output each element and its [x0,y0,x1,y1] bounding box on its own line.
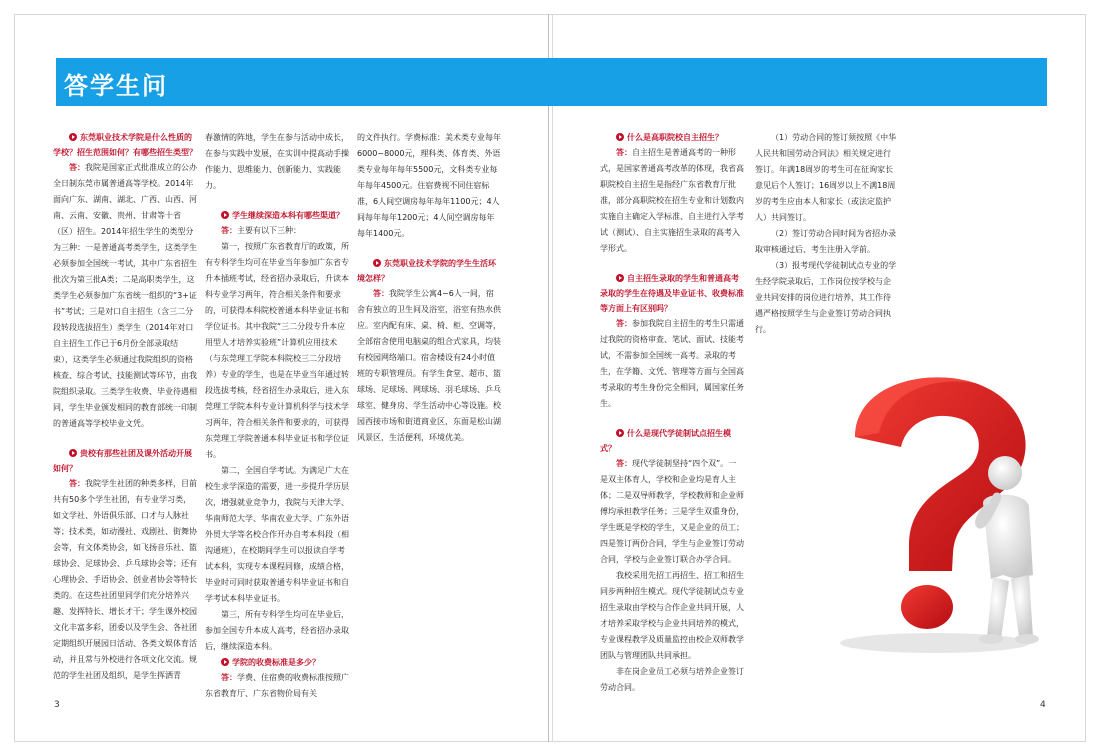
column-3 [357,130,501,446]
body-paragraph: 第一，按照广东省教育厅的政策，所有专科学生均可在毕业当年参加广东省专升本插班考试，经省招办录取后，升读本科专业学习两年，符合相关条件和要求的，可获得本科院校普通本科毕业证书和学位证书。其中我院“三二分段专升本应用型人才培养实验班”计算机应用技术（与东莞理工学院本科院校三二分段培养）专业的学生，也是在毕业当年通过转段选拔考核，经省招生办录取后，进入东莞理工学院本科专业计算机科学与技术学习两年，符合相关条件和要求的，可获得东莞理工学院普通本科毕业证书和学位证书。 [205,242,349,459]
page-fold-shadow [552,14,553,742]
body-paragraph: 我校采用先招工再招生、招工和招生同步两种招生模式。现代学徒制试点专业招生录取由学校与合作企业共同开展，人才培养采取学校与企业共同培养的模式，专业课程教学及质量监控由校企双师教学团队与管理团队共同承担。 [600,571,744,660]
bullet-arrow-icon [616,133,624,141]
bullet-arrow-icon [221,658,229,666]
answer-paragraph: 答：现代学徒制坚持“四个双”。一是双主体育人，学校和企业均是育人主体；二是双导师教学，学校教师和企业师傅均承担教学任务；三是学生双重身份，学生既是学校的学生，又是企业的员工；四是签订两份合同，学生与企业签订劳动合同，学校与企业签订联合办学合同。 [600,459,744,564]
question-heading: 东莞职业技术学院的学生生活环境怎样？ [357,259,496,283]
body-paragraph: （1）劳动合同的签订须按照《中华人民共和国劳动合同法》相关规定进行签订。年满18周岁的考生可在征询家长意见后个人签订；16周岁以上不满18周岁的考生应由本人和家长（或法定监护人）共同签订。 [755,133,897,222]
figure-leg-right [1011,575,1033,637]
column-5 [755,130,898,338]
question-heading: 学生继续深造本科有哪些渠道？ [205,208,349,223]
body-paragraph: 第三，所有专科学生均可在毕业后，参加全国专升本成人高考，经省招办录取后，继续深造本科。 [205,610,349,651]
column-1 [53,130,197,684]
page-number-left: 3 [54,700,60,710]
answer-paragraph: 答：自主招生是普通高考的一种形式，是国家普通高考改革的体现，我省高职院校自主招生是指经广东省教育厅批准，部分高职院校在招生专业和计划数内实施自主确定入学标准、自主进行入学考试（测试）、自主实施招生录取的高考入学形式。 [600,148,744,253]
answer-paragraph: 答：主要有以下三种： [221,226,301,235]
bullet-arrow-icon [69,133,77,141]
question-heading: 学院的收费标准是多少？ [205,655,349,670]
figure-leg-left [987,577,1009,639]
bullet-arrow-icon [616,274,624,282]
body-paragraph: 春激情的阵地，学生在参与活动中成长，在参与实践中发展，在实训中提高动手操作能力、思维能力、创新能力、实践能力。 [205,133,349,190]
figure-foot-right [1015,634,1039,644]
question-heading: 贵校有那些社团及课外活动开展如何？ [53,449,192,473]
bullet-arrow-icon [221,211,229,219]
answer-paragraph: 答：我院学生公寓4~6人一间，宿舍有独立的卫生间及浴室，浴室有热水供应。室内配有床、桌、椅、柜、空调等，全部宿舍使用电脑桌的组合式家具，均装有校园网络端口。宿舍楼设有24小时值班的专职管理员。有学生食堂、超市、篮球场、足球场、网球场、羽毛球场、乒乓球室、健身房、学生活动中心等设施。校园西接市场和街道商业区，东面是松山湖风景区，生活便利，环境优美。 [357,289,501,442]
question-mark-dot [901,585,953,629]
figure-head [988,456,1022,490]
bullet-arrow-icon [373,259,381,267]
answer-paragraph: 答：学费、住宿费的收费标准按照广东省教育厅、广东省物价局有关 [205,673,349,698]
figure-foot-left [979,634,1003,644]
page-number-right: 4 [1040,700,1046,710]
answer-paragraph: 答：我院学生社团的种类多样，目前共有50多个学生社团，有专业学习类，如文学社、外语俱乐部、口才与人脉社等；技术类，如动漫社、戏剧社、街舞协会等，有文体类协会，如飞扬音乐社、篮球协会、足球协会、乒乓球协会等；还有心理协会、手语协会、创业者协会等特长类的。在这些社团里同学们充分培养兴趣、发挥特长、增长才干；学生课外校园文化丰富多彩，团委以及学生会、各社团定期组织开展园日活动、各类文娱体育活动，并且常与外校进行各项文化交流。规范的学生社团及组织，是学生挥洒青 [53,479,197,680]
body-paragraph: （2）签订劳动合同时间为省招办录取审核通过后、考生注册入学前。 [755,229,897,254]
body-paragraph: （3）报考现代学徒制试点专业的学生经学院录取后，工作岗位按学校与企业共同安排的岗位进行培养，其工作待遇严格按照学生与企业签订劳动合同执行。 [755,261,897,334]
question-heading: 什么是高职院校自主招生？ [600,130,744,145]
question-mark-figure-illustration [815,375,1047,655]
body-paragraph: 第二，全国自学考试。为满足广大在校生求学深造的需要，进一步提升学历层次，增强就业竞争力，我院与天津大学、华南师范大学、华南农业大学、广东外语外贸大学等名校合作开办自考本科段（相沟通班），在校期间学生可以报读自学考试本科，实现专本课程同修，成绩合格，毕业时可同时获取普通专科毕业证书和自学考试本科毕业证书。 [205,466,349,603]
body-paragraph: 非在岗企业员工必须与培养企业签订劳动合同。 [600,667,744,692]
page-title: 答学生问 [64,72,168,100]
answer-paragraph: 答：我院是国家正式批准成立的公办全日制东莞市属普通高等学校。2014年面向广东、湖南、湖北、广西、山西、河南、云南、安徽、贵州、甘肃等十省（区）招生。2014年招生学生的类型分为三种：一是普通高考类学生，这类学生必须参加全国统一考试，其中广东省招生批次为第三批A类；二是高职类学生，这类学生必须参加广东省统一组织的“3+证书”考试；三是对口自主招生（含三二分段转段选拔招生）类学生（2014年对口自主招生工作已于6月份全部录取结束），这类学生必须通过我院组织的资格核查、综合考试、技能测试等环节，由我院组织录取。三类学生收费、毕业待遇相同，学生毕业颁发相同的教育部统一印制的普通高等学校毕业文凭。 [53,163,197,428]
body-paragraph: 的文件执行。学费标准：美术类专业每年6000~8000元，理科类、体育类、外语类专业每年每年5500元，文科类专业每年每年4500元。住宿费视不同住宿标准，6人间空调房每年每年1100元；4人间每年每年1200元；4人间空调房每年每年1400元。 [357,133,501,238]
question-heading: 什么是现代学徒制试点招生模式？ [600,429,731,453]
bullet-arrow-icon [69,449,77,457]
bullet-arrow-icon [616,429,624,437]
title-banner [56,58,1047,106]
page-fold [548,14,549,742]
question-heading: 东莞职业技术学院是什么性质的学校？招生范围如何？有哪些招生类型？ [53,133,197,157]
question-heading: 自主招生录取的学生和普通高考录取的学生在待遇及毕业证书、收费标准等方面上有区别吗？ [600,274,744,313]
floor-shadow [840,633,1030,653]
column-2 [205,130,349,702]
column-4 [600,130,744,696]
answer-paragraph: 答：参加我院自主招生的考生只需通过我院的资格审查、笔试、面试、技能考试，不需参加全国统一高考。录取的考生，在学籍、文凭、管理等方面与全国高考录取的考生身份完全相同，属国家任务生。 [600,319,744,408]
